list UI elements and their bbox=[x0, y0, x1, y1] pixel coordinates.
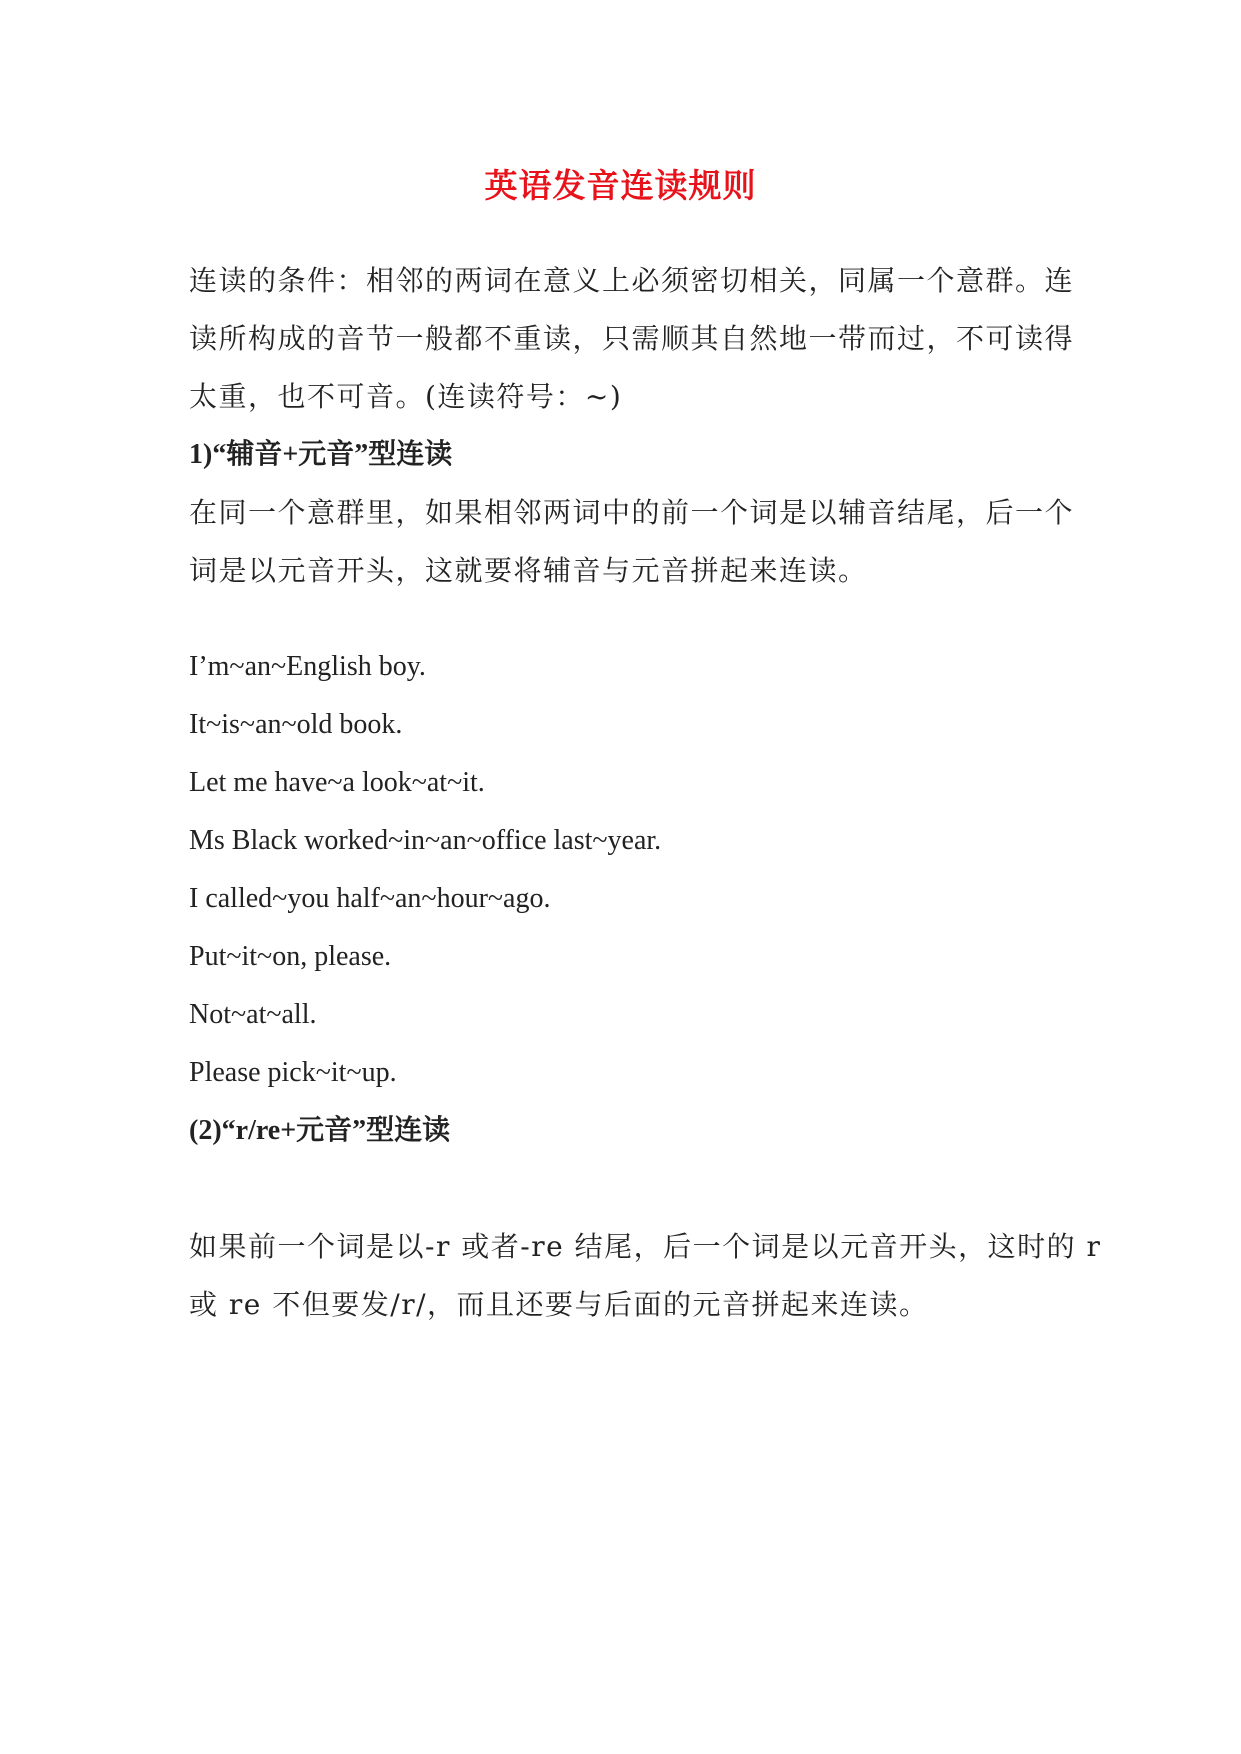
section1-line-2: 词是以元音开头，这就要将辅音与元音拼起来连读。 bbox=[189, 554, 868, 587]
example-line: Ms Black worked~in~an~office last~year. bbox=[189, 825, 662, 856]
example-line: Not~at~all. bbox=[189, 999, 317, 1030]
intro-line-2: 读所构成的音节一般都不重读，只需顺其自然地一带而过，不可读得 bbox=[189, 322, 1075, 355]
example-line: Please pick~it~up. bbox=[189, 1057, 397, 1088]
section1-heading: 1)“辅音+元音”型连读 bbox=[189, 439, 453, 470]
intro-line-3: 太重，也不可音。(连读符号：~) bbox=[189, 380, 623, 413]
example-line: I called~you half~an~hour~ago. bbox=[189, 883, 551, 914]
intro-line-1: 连读的条件：相邻的两词在意义上必须密切相关，同属一个意群。连 bbox=[189, 264, 1075, 297]
section2-heading: (2)“r/re+元音”型连读 bbox=[189, 1115, 451, 1146]
document-title: 英语发音连读规则 bbox=[484, 166, 757, 205]
section1-line-1: 在同一个意群里，如果相邻两词中的前一个词是以辅音结尾，后一个 bbox=[189, 496, 1075, 529]
section2-line-1: 如果前一个词是以-r 或者-re 结尾，后一个词是以元音开头，这时的 r bbox=[189, 1230, 1102, 1263]
example-line: It~is~an~old book. bbox=[189, 709, 403, 740]
example-line: Let me have~a look~at~it. bbox=[189, 767, 485, 798]
example-line: I’m~an~English boy. bbox=[189, 651, 426, 682]
section2-line-2: 或 re 不但要发/r/，而且还要与后面的元音拼起来连读。 bbox=[189, 1288, 929, 1321]
example-line: Put~it~on, please. bbox=[189, 941, 392, 972]
